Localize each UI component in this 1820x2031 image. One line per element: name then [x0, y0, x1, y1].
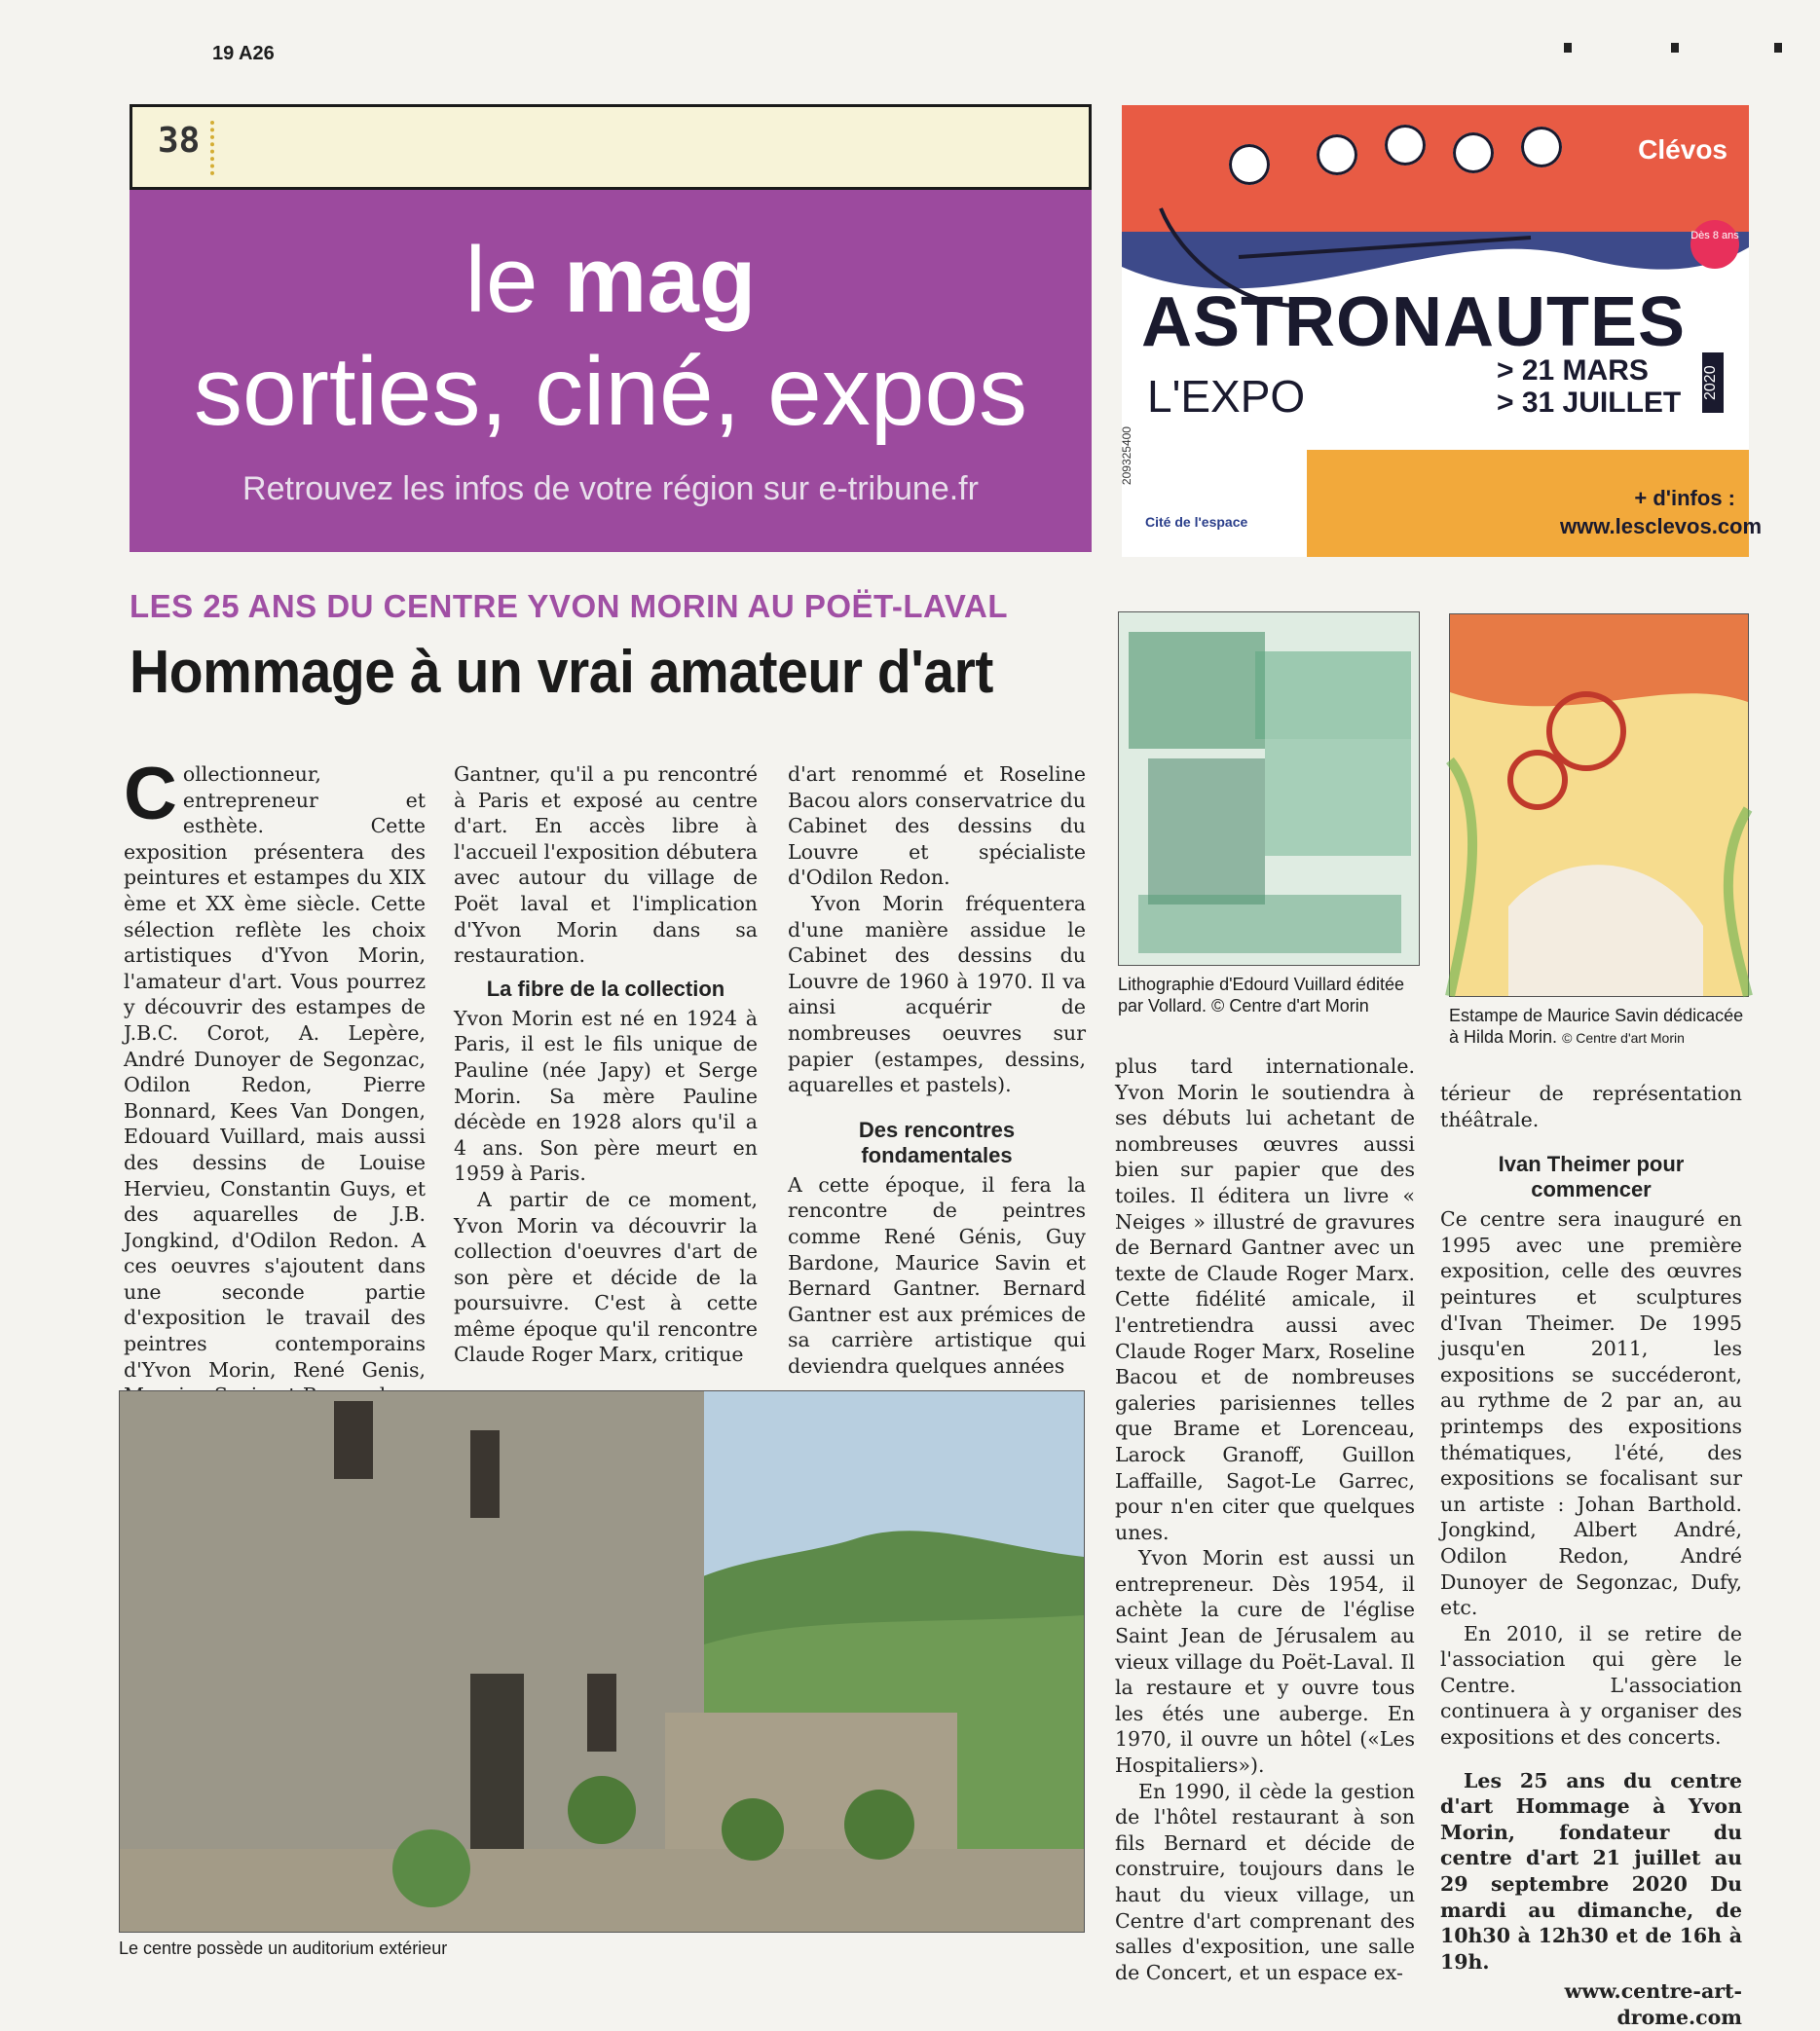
event-info: Les 25 ans du centre d'art Hommage à Yvon Morin, fondateur du centre d'art 21 juillet au 29 septembre 2020 Du mardi au dimanche, de 10h30 à 12h30 et de 16h à 19h.: [1440, 1768, 1742, 1974]
crop-mark: [1774, 43, 1782, 53]
section-number-box: [130, 104, 1092, 190]
article-kicker: LES 25 ANS DU CENTRE YVON MORIN AU POËT-LAVAL: [130, 588, 1008, 624]
glove-icon: [1317, 134, 1357, 175]
paragraph: Yvon Morin fréquentera d'une manière assidue le Cabinet des dessins du Louvre de 1960 à 1970. Il va ainsi acquérir de nombreuses oeuvres sur papier (estampes, dessins, aquarelles et pastels).: [788, 891, 1086, 1097]
photo-caption: Le centre possède un auditorium extérieur: [119, 1939, 448, 1958]
crop-mark: [1564, 43, 1572, 53]
subheading: La fibre de la collection: [486, 976, 725, 1001]
crop-mark: [1671, 43, 1679, 53]
page-number: 38: [158, 121, 201, 161]
tools-icon: [1521, 127, 1562, 167]
ad-info: + d'infos : www.lesclevos.com: [1560, 486, 1763, 538]
suit-icon: [1385, 125, 1426, 166]
partner-logo-text: Cité de l'espace: [1145, 514, 1248, 530]
paragraph: Yvon Morin est aussi un entrepreneur. Dès 1954, il achète la cure de l'église Saint Jean de Jérusalem au vieux village du Poët-Laval. Il la restaure et y ouvre tous les étés une auberge. En 1970, il ouvre un hôtel («Les Hospitaliers»).: [1115, 1546, 1415, 1778]
article-column-4: [1115, 1053, 1415, 1985]
weight-icon: [1453, 132, 1494, 173]
clevos-logo: Clévos: [1638, 134, 1727, 165]
astronautes-ad: [1120, 105, 1763, 557]
paragraph: En 1990, il cède la gestion de l'hôtel restaurant à son fils Bernard et décide de construire, toujours dans le haut du vieux village, un Centre d'art comprenant des salles d'exposition, une salle de Concert, et un espace ex-: [1115, 1779, 1415, 1984]
section-subtitle: sorties, ciné, expos: [194, 337, 1027, 446]
section-title: le mag: [464, 228, 757, 332]
paragraph: plus tard internationale. Yvon Morin le soutiendra à ses débuts lui achetant de nombreuses œuvres aussi bien sur papier que des toiles. Il éditera un livre « Neiges » illustré de gravures de Bernard Gantner avec un texte de Claude Roger Marx. Cette fidélité amicale, il l'entretiendra aussi avec Claude Roger Marx, Roseline Bacou et de nombreuses galeries parisiennes telles que Brame et Lorenceau, Larock Granoff, Guillon Laffaille, Sagot-Le Garrec, pour n'en citer que quelques unes.: [1115, 1054, 1415, 1544]
vuillard-lithograph-image: [1118, 611, 1420, 966]
subheading: Ivan Theimer pour commencer: [1498, 1152, 1685, 1202]
article-column-5: [1440, 1081, 1742, 2031]
paragraph: Yvon Morin est né en 1924 à Paris, il est le fils unique de Pauline (née Japy) et Serge Morin. Sa mère Pauline décède en 1928 alors qu'il a 4 ans. Son père meurt en 1959 à Paris.: [454, 1006, 758, 1186]
ad-subtitle: L'EXPO: [1147, 371, 1306, 422]
ad-title: ASTRONAUTES: [1141, 283, 1687, 361]
article-column-1: [124, 753, 426, 1409]
paragraph: A partir de ce moment, Yvon Morin va découvrir la collection d'oeuvres d'art de son père et décide de la poursuivre. C'est à cette même époque qu'il rencontre Claude Roger Marx, critique: [454, 1187, 758, 1367]
section-tagline: Retrouvez les infos de votre région sur e-tribune.fr: [242, 470, 979, 507]
article-column-2: [454, 761, 758, 1368]
paragraph: ollectionneur, entrepreneur et esthète. Cette exposition présentera des peintures et estampes du XIX ème et XX ème siècle. Cette sélection reflète les choix artistiques d'Yvon Morin, l'amateur d'art. Vous pourrez y découvrir des estampes de J.B.C. Corot, A. Lepère, André Dunoyer de Segonzac, Odilon Redon, Pierre Bonnard, Kees Van Dongen, Edouard Vuillard, mais aussi des dessins de Louise Hervieu, Constantin Guys, et des aquarelles de J.B. Jongkind, d'Odilon Redon. A ces oeuvres s'ajoutent dans une seconde partie d'exposition le travail des peintres contemporains d'Yvon Morin, René Genis,: [124, 762, 426, 1382]
paragraph: Ce centre sera inauguré en 1995 avec une première exposition, celle des œuvres peintures et sculptures d'Ivan Theimer. De 1995 jusqu'en 2011, les expositions se succéderont, au rythme de 2 par an, au printemps des expositions thématiques, l'été, des expositions se focalisant sur un artiste : Johan Barthold. Jongkind, Albert André, Odilon Redon, André Dunoyer de Segonzac, Dufy, etc.: [1440, 1207, 1742, 1620]
savin-caption: Estampe de Maurice Savin dédicacée à Hilda Morin. © Centre d'art Morin: [1449, 1006, 1744, 1047]
subheading: Des rencontres fondamentales: [858, 1117, 1016, 1167]
ad-dates: > 21 MARS > 31 JUILLET: [1497, 354, 1682, 419]
paragraph: Gantner, qu'il a pu rencontré à Paris et exposé au centre d'art. En accès libre à l'accueil l'exposition débutera avec autour du village de Poët laval et l'implication d'Yvon Morin dans sa restauration.: [454, 762, 758, 968]
page-reference: 19 A26: [212, 43, 275, 64]
vuillard-caption: Lithographie d'Edourd Vuillard éditée par Vollard. © Centre d'art Morin: [1118, 975, 1404, 1016]
paragraph: d'art renommé et Roseline Bacou alors conservatrice du Cabinet des dessins du Louvre et spécialiste d'Odilon Redon.: [788, 762, 1086, 890]
drop-cap: C: [124, 753, 177, 835]
section-banner: [130, 190, 1092, 552]
article-column-3: [788, 761, 1086, 1379]
age-badge: Dès 8 ans: [1690, 220, 1739, 269]
paragraph: En 2010, il se retire de l'association qui gère le Centre. L'association continuera à y organiser des expositions et des concerts.: [1440, 1621, 1742, 1750]
partner-logos: [1145, 514, 1535, 543]
savin-print-image: [1449, 613, 1749, 997]
paragraph: térieur de représentation théâtrale.: [1440, 1082, 1742, 1131]
paragraph: A cette époque, il fera la rencontre de peintres comme René Génis, Guy Bardone, Maurice Savin et Bernard Gantner. Bernard Gantner est aux prémices de sa carrière artistique qui deviendra quelques années: [788, 1172, 1086, 1378]
website-link[interactable]: www.centre-art-drome.com: [1564, 1979, 1742, 2029]
decorative-dots: [210, 121, 218, 175]
helmet-icon: [1229, 144, 1270, 185]
article-headline: Hommage à un vrai amateur d'art: [130, 639, 993, 706]
ad-reference: 209325400: [1120, 426, 1133, 486]
ad-year: 2020: [1702, 352, 1724, 413]
village-photo: [119, 1390, 1085, 1933]
